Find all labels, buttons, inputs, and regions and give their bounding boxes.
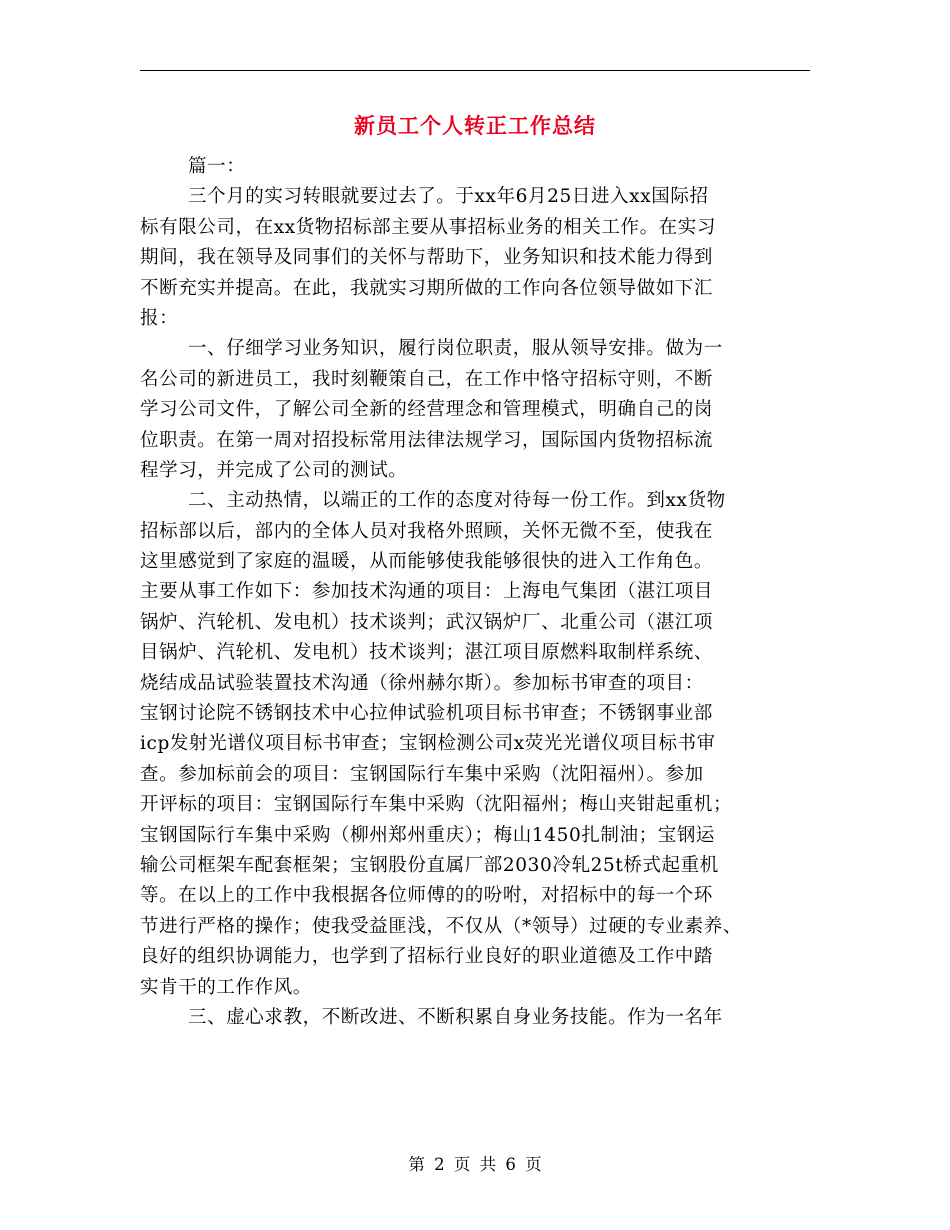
text-line: 报：	[140, 307, 179, 329]
text-line: 宝钢国际行车集中采购（柳州郑州重庆）；梅山1450扎制油；宝钢运	[140, 824, 716, 846]
text-line: 目锅炉、汽轮机、发电机）技术谈判；湛江项目原燃料取制样系统、	[140, 642, 714, 664]
text-line: 一、仔细学习业务知识，履行岗位职责，服从领导安排。做为一	[188, 338, 723, 360]
text-line: 锅炉、汽轮机、发电机）技术谈判；武汉锅炉厂、北重公司（湛江项	[140, 611, 714, 633]
text-line: 输公司框架车配套框架；宝钢股份直属厂部2030冷轧25t桥式起重机	[140, 854, 719, 876]
text-line: 烧结成品试验装置技术沟通（徐州赫尔斯）。参加标书审查的项目：	[140, 672, 704, 694]
page-number-footer: 第 2 页 共 6 页	[408, 1155, 542, 1174]
text-line: 主要从事工作如下：参加技术沟通的项目：上海电气集团（湛江项目	[140, 581, 714, 603]
text-line: 宝钢讨论院不锈钢技术中心拉伸试验机项目标书审查；不锈钢事业部	[140, 703, 714, 725]
text-line: 程学习，并完成了公司的测试。	[140, 459, 408, 481]
text-line: 招标部以后，部内的全体人员对我格外照顾，关怀无微不至，使我在	[140, 520, 714, 542]
text-line: icp发射光谱仪项目标书审查；宝钢检测公司x荧光光谱仪项目标书审	[140, 733, 716, 755]
text-line: 节进行严格的操作；使我受益匪浅，不仅从（*领导）过硬的专业素养、	[140, 915, 742, 937]
header-rule	[140, 70, 810, 71]
text-line: 等。在以上的工作中我根据各位师傅的的吩咐，对招标中的每一个环	[140, 885, 714, 907]
text-line: 期间，我在领导及同事们的关怀与帮助下，业务知识和技术能力得到	[140, 247, 714, 269]
document-body	[140, 152, 820, 1033]
text-line: 实肯干的工作作风。	[140, 976, 312, 998]
text-line: 这里感觉到了家庭的温暖，从而能够使我能够很快的进入工作角色。	[140, 551, 714, 573]
document-title: 新员工个人转正工作总结	[354, 113, 596, 138]
text-line: 位职责。在第一周对招投标常用法律法规学习，国际国内货物招标流	[140, 429, 714, 451]
text-line: 三个月的实习转眼就要过去了。于xx年6月25日进入xx国际招	[188, 186, 709, 208]
text-line: 篇一：	[188, 156, 246, 177]
text-line: 学习公司文件，了解公司全新的经营理念和管理模式，明确自己的岗	[140, 399, 714, 421]
text-line: 二、主动热情，以端正的工作的态度对待每一份工作。到xx货物	[188, 490, 726, 512]
text-line: 标有限公司，在xx货物招标部主要从事招标业务的相关工作。在实习	[140, 216, 716, 238]
text-line: 开评标的项目：宝钢国际行车集中采购（沈阳福州；梅山夹钳起重机；	[140, 794, 733, 816]
text-line: 良好的组织协调能力，也学到了招标行业良好的职业道德及工作中踏	[140, 946, 714, 968]
text-line: 查。参加标前会的项目：宝钢国际行车集中采购（沈阳福州）。参加	[140, 763, 704, 785]
text-line: 名公司的新进员工，我时刻鞭策自己，在工作中恪守招标守则，不断	[140, 368, 714, 390]
text-line: 三、虚心求教，不断改进、不断积累自身业务技能。作为一名年	[188, 1006, 723, 1028]
text-line: 不断充实并提高。在此，我就实习期所做的工作向各位领导做如下汇	[140, 277, 714, 299]
